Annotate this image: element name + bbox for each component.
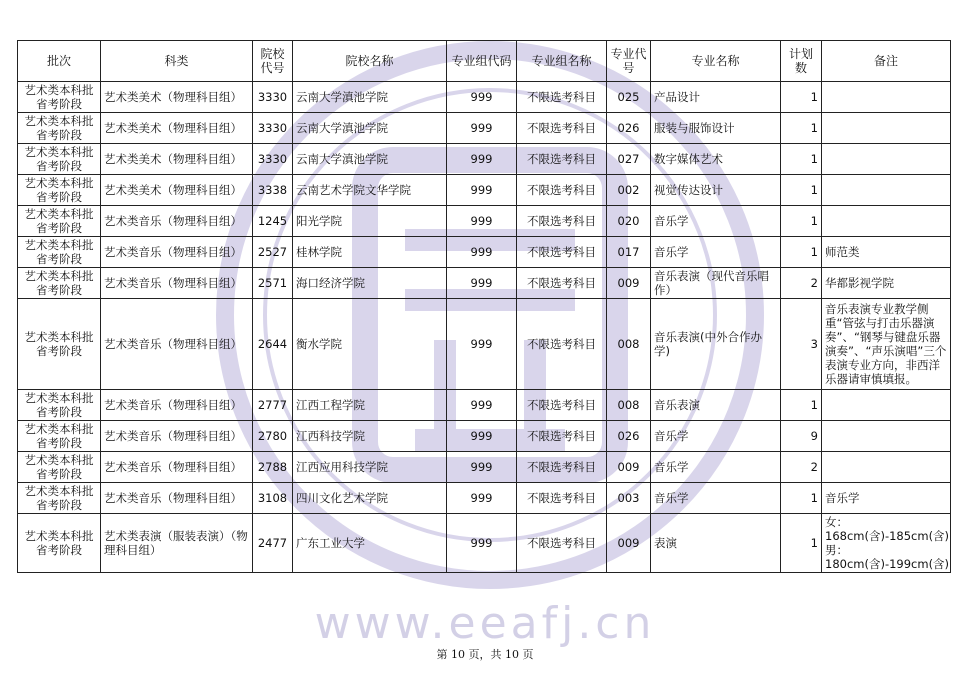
cell-remark: 音乐表演专业教学侧重“管弦与打击乐器演奏”、“钢琴与键盘乐器演奏”、“声乐演唱”三个表演专业方向，非西洋乐器请审慎填报。: [822, 299, 951, 390]
cell-remark: 女：168cm(含)-185cm(含) 男：180cm(含)-199cm(含): [822, 514, 951, 573]
cell-category: 艺术类音乐（物理科目组）: [101, 452, 253, 483]
table-row: [18, 175, 951, 206]
cell-plan: 1: [781, 144, 822, 175]
cell-remark: [822, 421, 951, 452]
cell-major-code: 026: [607, 421, 651, 452]
cell-category: 艺术类美术（物理科目组）: [101, 144, 253, 175]
table-row: [18, 206, 951, 237]
cell-group-code: 999: [447, 175, 517, 206]
table-row: [18, 237, 951, 268]
cell-group-code: 999: [447, 514, 517, 573]
cell-major-name: 音乐表演（现代音乐唱作）: [651, 268, 781, 299]
cell-category: 艺术类美术（物理科目组）: [101, 82, 253, 113]
cell-major-code: 008: [607, 299, 651, 390]
cell-plan: 1: [781, 390, 822, 421]
cell-batch: 艺术类本科批省考阶段: [18, 514, 101, 573]
cell-school-name: 衡水学院: [293, 299, 447, 390]
cell-remark: [822, 144, 951, 175]
cell-major-code: 009: [607, 452, 651, 483]
cell-remark: [822, 113, 951, 144]
cell-batch: 艺术类本科批省考阶段: [18, 390, 101, 421]
header-remark: 备注: [822, 41, 951, 82]
cell-major-name: 表演: [651, 514, 781, 573]
cell-batch: 艺术类本科批省考阶段: [18, 299, 101, 390]
cell-remark: [822, 175, 951, 206]
cell-school-code: 2780: [253, 421, 293, 452]
cell-group-code: 999: [447, 144, 517, 175]
cell-major-name: 服装与服饰设计: [651, 113, 781, 144]
cell-school-name: 海口经济学院: [293, 268, 447, 299]
cell-group-name: 不限选考科目: [517, 237, 607, 268]
cell-batch: 艺术类本科批省考阶段: [18, 206, 101, 237]
table-row: [18, 82, 951, 113]
cell-major-code: 020: [607, 206, 651, 237]
cell-school-name: 桂林学院: [293, 237, 447, 268]
table-row: [18, 390, 951, 421]
page-footer: 第 10 页，共 10 页: [436, 648, 534, 661]
cell-school-code: 3330: [253, 113, 293, 144]
cell-group-code: 999: [447, 299, 517, 390]
cell-group-name: 不限选考科目: [517, 268, 607, 299]
cell-category: 艺术类表演（服装表演）（物理科目组）: [101, 514, 253, 573]
cell-school-code: 2571: [253, 268, 293, 299]
table-row: [18, 514, 951, 573]
cell-major-code: 009: [607, 268, 651, 299]
cell-major-code: 008: [607, 390, 651, 421]
cell-school-name: 阳光学院: [293, 206, 447, 237]
header-batch: 批次: [18, 41, 101, 82]
cell-major-name: 产品设计: [651, 82, 781, 113]
cell-school-name: 云南大学滇池学院: [293, 113, 447, 144]
table-row: [18, 268, 951, 299]
cell-category: 艺术类音乐（物理科目组）: [101, 483, 253, 514]
header-major-name: 专业名称: [651, 41, 781, 82]
table-row: [18, 452, 951, 483]
cell-remark: [822, 206, 951, 237]
cell-major-name: 音乐学: [651, 237, 781, 268]
table-header: [18, 41, 951, 82]
cell-category: 艺术类音乐（物理科目组）: [101, 237, 253, 268]
cell-major-code: 002: [607, 175, 651, 206]
cell-plan: 1: [781, 175, 822, 206]
cell-school-code: 2644: [253, 299, 293, 390]
cell-major-code: 027: [607, 144, 651, 175]
table-row: [18, 483, 951, 514]
header-group-name: 专业组名称: [517, 41, 607, 82]
cell-school-code: 3330: [253, 82, 293, 113]
cell-category: 艺术类音乐（物理科目组）: [101, 268, 253, 299]
cell-batch: 艺术类本科批省考阶段: [18, 268, 101, 299]
cell-category: 艺术类美术（物理科目组）: [101, 175, 253, 206]
cell-school-code: 3108: [253, 483, 293, 514]
cell-group-name: 不限选考科目: [517, 144, 607, 175]
header-major-code: 专业代号: [607, 41, 651, 82]
cell-school-code: 2788: [253, 452, 293, 483]
cell-category: 艺术类音乐（物理科目组）: [101, 299, 253, 390]
cell-remark: [822, 82, 951, 113]
cell-remark: [822, 390, 951, 421]
cell-school-code: 2477: [253, 514, 293, 573]
cell-batch: 艺术类本科批省考阶段: [18, 237, 101, 268]
cell-group-name: 不限选考科目: [517, 206, 607, 237]
cell-remark: 华都影视学院: [822, 268, 951, 299]
cell-school-name: 江西工程学院: [293, 390, 447, 421]
cell-batch: 艺术类本科批省考阶段: [18, 82, 101, 113]
cell-group-name: 不限选考科目: [517, 421, 607, 452]
cell-group-name: 不限选考科目: [517, 82, 607, 113]
cell-major-code: 025: [607, 82, 651, 113]
cell-group-code: 999: [447, 113, 517, 144]
cell-group-name: 不限选考科目: [517, 299, 607, 390]
header-school-code: 院校代号: [253, 41, 293, 82]
cell-group-code: 999: [447, 82, 517, 113]
cell-plan: 2: [781, 452, 822, 483]
cell-group-name: 不限选考科目: [517, 514, 607, 573]
cell-group-code: 999: [447, 390, 517, 421]
cell-major-code: 017: [607, 237, 651, 268]
cell-group-name: 不限选考科目: [517, 483, 607, 514]
cell-group-code: 999: [447, 206, 517, 237]
cell-group-code: 999: [447, 452, 517, 483]
cell-group-code: 999: [447, 483, 517, 514]
cell-group-name: 不限选考科目: [517, 390, 607, 421]
cell-remark: 师范类: [822, 237, 951, 268]
cell-plan: 1: [781, 483, 822, 514]
cell-batch: 艺术类本科批省考阶段: [18, 113, 101, 144]
cell-plan: 1: [781, 82, 822, 113]
header-category: 科类: [101, 41, 253, 82]
cell-school-name: 四川文化艺术学院: [293, 483, 447, 514]
website-watermark: www.eeafj.cn: [314, 598, 656, 649]
cell-batch: 艺术类本科批省考阶段: [18, 452, 101, 483]
cell-batch: 艺术类本科批省考阶段: [18, 144, 101, 175]
cell-school-name: 云南大学滇池学院: [293, 144, 447, 175]
cell-category: 艺术类音乐（物理科目组）: [101, 206, 253, 237]
cell-school-name: 江西科技学院: [293, 421, 447, 452]
header-group-code: 专业组代码: [447, 41, 517, 82]
header-school-name: 院校名称: [293, 41, 447, 82]
cell-group-name: 不限选考科目: [517, 113, 607, 144]
cell-major-name: 音乐学: [651, 206, 781, 237]
cell-major-code: 003: [607, 483, 651, 514]
cell-group-name: 不限选考科目: [517, 175, 607, 206]
cell-school-code: 3338: [253, 175, 293, 206]
cell-group-code: 999: [447, 421, 517, 452]
cell-major-name: 音乐表演(中外合作办学): [651, 299, 781, 390]
cell-major-name: 音乐表演: [651, 390, 781, 421]
cell-major-code: 026: [607, 113, 651, 144]
cell-plan: 1: [781, 514, 822, 573]
cell-major-code: 009: [607, 514, 651, 573]
cell-major-name: 音乐学: [651, 421, 781, 452]
cell-category: 艺术类美术（物理科目组）: [101, 113, 253, 144]
cell-remark: 音乐学: [822, 483, 951, 514]
cell-plan: 1: [781, 206, 822, 237]
cell-major-name: 音乐学: [651, 452, 781, 483]
cell-school-code: 2527: [253, 237, 293, 268]
cell-school-code: 1245: [253, 206, 293, 237]
cell-group-code: 999: [447, 237, 517, 268]
cell-school-code: 3330: [253, 144, 293, 175]
admission-plan-table: [17, 40, 951, 573]
cell-school-code: 2777: [253, 390, 293, 421]
cell-category: 艺术类音乐（物理科目组）: [101, 390, 253, 421]
cell-major-name: 音乐学: [651, 483, 781, 514]
cell-category: 艺术类音乐（物理科目组）: [101, 421, 253, 452]
cell-plan: 2: [781, 268, 822, 299]
table-row: [18, 421, 951, 452]
cell-remark: [822, 452, 951, 483]
cell-batch: 艺术类本科批省考阶段: [18, 483, 101, 514]
cell-major-name: 数字媒体艺术: [651, 144, 781, 175]
cell-batch: 艺术类本科批省考阶段: [18, 421, 101, 452]
cell-plan: 1: [781, 113, 822, 144]
cell-batch: 艺术类本科批省考阶段: [18, 175, 101, 206]
cell-group-name: 不限选考科目: [517, 452, 607, 483]
cell-plan: 1: [781, 237, 822, 268]
cell-plan: 9: [781, 421, 822, 452]
table-row: [18, 113, 951, 144]
cell-school-name: 云南艺术学院文华学院: [293, 175, 447, 206]
table-row: [18, 144, 951, 175]
header-plan: 计划数: [781, 41, 822, 82]
cell-school-name: 云南大学滇池学院: [293, 82, 447, 113]
cell-school-name: 广东工业大学: [293, 514, 447, 573]
cell-major-name: 视觉传达设计: [651, 175, 781, 206]
cell-group-code: 999: [447, 268, 517, 299]
cell-school-name: 江西应用科技学院: [293, 452, 447, 483]
cell-plan: 3: [781, 299, 822, 390]
table-row: [18, 299, 951, 390]
